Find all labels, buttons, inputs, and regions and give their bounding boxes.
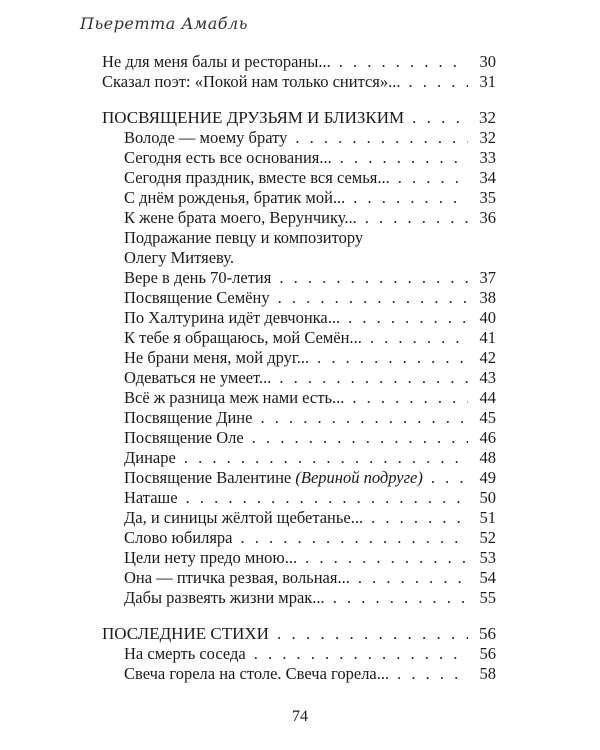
dot-leader (305, 548, 468, 568)
toc-entry-title (124, 408, 252, 428)
toc-entry-title (124, 168, 390, 188)
toc-entry-title-text: Посвящение Семёну (124, 288, 270, 307)
dot-leader (352, 388, 468, 408)
toc-entry (102, 548, 496, 568)
section-title: ПОСЛЕДНИЕ СТИХИ (102, 624, 269, 643)
toc-entry-page: 33 (479, 148, 496, 167)
section-page: 56 (479, 624, 496, 643)
toc-entry-title-text: Да, и синицы жёлтой щебетанье... (124, 508, 364, 527)
toc-entry-title: Не для меня балы и рестораны... (102, 52, 331, 71)
toc-entry-page: 43 (479, 368, 496, 387)
toc-entry-title (124, 128, 287, 148)
toc-entry-title-text: Сегодня праздник, вместе вся семья... (124, 168, 390, 187)
toc-entry-title (124, 508, 363, 528)
toc-entry-page: 46 (479, 428, 496, 447)
toc-entry-title-text: Вере в день 70-летия (124, 268, 272, 287)
dot-leader (431, 468, 468, 488)
toc-entry-title (124, 248, 234, 268)
toc-entry-title-text: Олегу Митяеву. (124, 248, 234, 267)
toc-entry-page: 40 (479, 308, 496, 327)
toc-entry-title (124, 188, 345, 208)
toc-entry-page: 52 (479, 528, 496, 547)
toc-entry-title-text: Динаре (124, 448, 176, 467)
toc-section-heading (102, 108, 496, 128)
toc-entry-page: 49 (479, 468, 496, 487)
toc-entry-title (124, 148, 332, 168)
toc-entry-title (124, 348, 309, 368)
toc-entry-page: 35 (479, 188, 496, 207)
dot-leader (409, 72, 468, 92)
toc-entry-page: 55 (479, 588, 496, 607)
running-header-author: Пьеретта Амабль (80, 14, 248, 33)
toc-entry-title-text: Посвящение Валентине (124, 468, 292, 487)
toc-entry-page: 41 (479, 328, 496, 347)
toc-entry-title (124, 468, 423, 488)
dot-leader (279, 368, 468, 388)
toc-entry (102, 468, 496, 488)
toc-entry-page: 38 (479, 288, 496, 307)
toc-entry-title-text: К жене брата моего, Верунчику... (124, 208, 357, 227)
section-items (102, 644, 496, 684)
toc-entry-page: 32 (479, 128, 496, 147)
toc-entry-title-text: Слово юбиляра (124, 528, 233, 547)
toc-entry-page: 54 (479, 568, 496, 587)
dot-leader (277, 624, 468, 644)
toc-entry-title (124, 528, 233, 548)
toc-entry (102, 508, 496, 528)
toc-entry (102, 488, 496, 508)
section-page: 32 (479, 108, 496, 127)
dot-leader (186, 488, 468, 508)
dot-leader (339, 52, 468, 72)
toc-entry (102, 368, 496, 388)
toc-entry-title (124, 268, 271, 288)
toc-entry (102, 248, 496, 268)
toc-entry-page: 44 (479, 388, 496, 407)
dot-leader (252, 428, 468, 448)
toc-entry (102, 188, 496, 208)
toc-entry-title-text: К тебе я обращаюсь, мой Семён... (124, 328, 362, 347)
toc-entry-page: 30 (479, 52, 496, 71)
toc-entry (102, 148, 496, 168)
dot-leader (370, 328, 468, 348)
toc-entry-title (124, 388, 344, 408)
toc-entry-page: 48 (479, 448, 496, 467)
toc-entry-title-text: Володе — моему брату (124, 128, 288, 147)
toc-entry-title-text: По Халтурина идёт девчонка... (124, 308, 341, 327)
toc-entry (102, 348, 496, 368)
dot-leader (333, 588, 468, 608)
toc-entry (102, 128, 496, 148)
toc-entry (102, 208, 496, 228)
toc-section-heading (102, 624, 496, 644)
toc-entry (102, 168, 496, 188)
toc-entry-title (124, 228, 363, 248)
toc-entry (102, 568, 496, 588)
dot-leader (398, 168, 468, 188)
toc-entry (102, 228, 496, 248)
toc-entry-title (124, 208, 357, 228)
toc-entry (102, 408, 496, 428)
dot-leader (279, 268, 468, 288)
toc-entry-title (124, 488, 178, 508)
toc-entry-title: Сказал поэт: «Покой нам только снится»... (102, 72, 401, 91)
toc-entry-page: 34 (479, 168, 496, 187)
toc-entry-page: 51 (479, 508, 496, 527)
toc-entry (102, 268, 496, 288)
table-of-contents (102, 52, 496, 684)
dot-leader (348, 308, 468, 328)
dot-leader (260, 408, 468, 428)
dot-leader (371, 508, 468, 528)
toc-entry-title (124, 428, 244, 448)
toc-entry (102, 448, 496, 468)
toc-entry-title-text: Подражание певцу и композитору (124, 228, 364, 247)
toc-entry (102, 52, 496, 72)
toc-entry-title-text: Всё ж разница меж нами есть... (124, 388, 345, 407)
toc-entry-title (124, 328, 362, 348)
toc-entry (102, 428, 496, 448)
dot-leader (353, 188, 468, 208)
toc-entry (102, 328, 496, 348)
dot-leader (295, 128, 468, 148)
dot-leader (358, 568, 468, 588)
dot-leader (412, 108, 468, 128)
toc-entry-title-text: Цели нету предо мною... (124, 548, 298, 567)
toc-entry (102, 388, 496, 408)
toc-entry-title (124, 588, 325, 608)
toc-entry-title (124, 644, 246, 664)
dot-leader (241, 528, 469, 548)
toc-entry-title-text: На смерть соседа (124, 644, 246, 663)
toc-entry-title-text: Одеваться не умеет... (124, 368, 272, 387)
toc-entry-title (124, 664, 389, 684)
toc-entry-title (124, 568, 350, 588)
toc-entry-title-text: С днём рожденья, братик мой... (124, 188, 346, 207)
toc-entry-title (124, 288, 270, 308)
toc-entry-title (124, 548, 297, 568)
toc-entry-title-text: Посвящение Дине (124, 408, 253, 427)
toc-entry (102, 72, 496, 92)
toc-entry-page: 42 (479, 348, 496, 367)
toc-entry-title (124, 368, 271, 388)
section-items (102, 128, 496, 608)
toc-entry-title-text: Посвящение Оле (124, 428, 244, 447)
toc-entry-title-text: Она — птичка резвая, вольная... (124, 568, 350, 587)
toc-entry (102, 588, 496, 608)
toc-entry (102, 288, 496, 308)
dot-leader (365, 208, 468, 228)
toc-entry-title-text: Свеча горела на столе. Свеча горела... (124, 664, 390, 683)
toc-entry-title-text: Не брани меня, мой друг... (124, 348, 310, 367)
toc-entry-page: 36 (479, 208, 496, 227)
section-spacer (102, 608, 496, 624)
toc-entry (102, 644, 496, 664)
toc-entry-title-text: Сегодня есть все основания... (124, 148, 332, 167)
section-spacer (102, 92, 496, 108)
toc-entry-title-italic: (Вериной подруге) (295, 468, 423, 487)
toc-entry-title (124, 448, 176, 468)
toc-entry-page: 45 (479, 408, 496, 427)
dot-leader (184, 448, 468, 468)
toc-entry-page: 56 (479, 644, 496, 663)
toc-entry-page: 31 (479, 72, 496, 91)
dot-leader (397, 664, 468, 684)
toc-entry-title-text: Наташе (124, 488, 178, 507)
toc-entry-page: 58 (479, 664, 496, 683)
dot-leader (254, 644, 468, 664)
toc-entry (102, 664, 496, 684)
toc-entry-page: 50 (479, 488, 496, 507)
toc-entry-title (124, 308, 340, 328)
toc-entry (102, 528, 496, 548)
dot-leader (317, 348, 468, 368)
page-number: 74 (292, 708, 308, 725)
dot-leader (278, 288, 468, 308)
toc-entry (102, 308, 496, 328)
dot-leader (340, 148, 468, 168)
toc-entry-page: 53 (479, 548, 496, 567)
toc-entry-title-text: Дабы развеять жизни мрак... (124, 588, 325, 607)
section-title: ПОСВЯЩЕНИЕ ДРУЗЬЯМ И БЛИЗКИМ (102, 108, 405, 127)
toc-entry-page: 37 (479, 268, 496, 287)
